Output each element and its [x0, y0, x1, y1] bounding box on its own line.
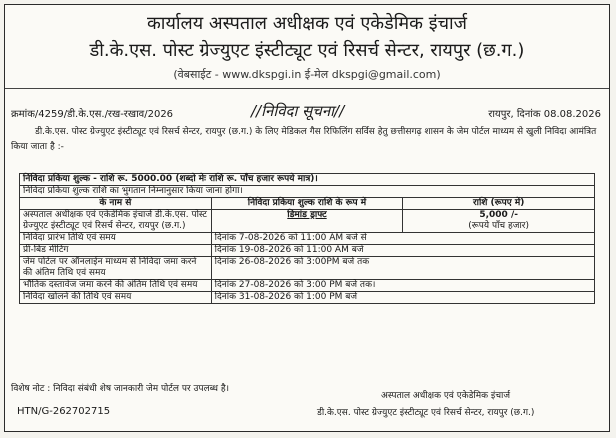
table-row — [20, 292, 595, 304]
schedule-value: दिनांक 27-08-2026 को 3:00 PM बजे तक। — [211, 280, 594, 292]
col-name-header: के नाम से — [20, 198, 212, 210]
special-note: विशेष नोट : निविदा संबंधी शेष जानकारी जेम पोर्टल पर उपलब्ध है। — [11, 384, 230, 394]
schedule-label: प्री-बिड मीटिंग — [20, 245, 212, 257]
payment-row: निविदा प्रकिया शुल्क राशि का भुगतान निम्नानुसार किया जाना होगा। — [20, 186, 595, 198]
amount-value: 5,000 /- — [479, 210, 518, 220]
intro-paragraph: डी.के.एस. पोस्ट ग्रेज्युएट इंस्टीट्यूट एवं रिसर्च सेन्टर, रायपुर (छ.ग.) के लिए मेडिकल गैस रिफिलिंग सर्विस हेतु छत्तीसगढ़ शासन के जेम पोर्टल माध्यम से खुली निविदा आमंत्रित किया जाता है :- — [11, 127, 597, 152]
schedule-label: निविदा प्रारंभ तिथि एवं समय — [20, 233, 212, 245]
reference-number: क्रमांक/4259/डी.के.एस./रख-रखाव/2026 — [11, 109, 174, 120]
signatory-institute: डी.के.एस. पोस्ट ग्रेज्युएट इंस्टीट्यूट एवं रिसर्च सेन्टर, रायपुर (छ.ग.) — [317, 408, 535, 418]
notice-date: रायपुर, दिनांक 08.08.2026 — [488, 109, 601, 120]
amount-words: (रूपये पाँच हजार) — [468, 221, 529, 231]
signatory-title: अस्पताल अधीक्षक एवं एकेडेमिक इंचार्ज — [381, 391, 511, 401]
website-email: (वेबसाईट - www.dkspgi.in ई-मेल dkspgi@gmail.com) — [173, 68, 441, 81]
amount-cell — [403, 210, 595, 233]
tender-notice — [4, 4, 610, 432]
table-header-row — [20, 198, 595, 210]
tender-table — [19, 173, 595, 304]
schedule-label: भौतिक दस्तावेज जमा करने की अंतिम तिथि एवं समय — [20, 280, 212, 292]
notice-code: HTN/G-262702715 — [17, 406, 111, 417]
office-title: कार्यालय अस्पताल अधीक्षक एवं एकेडेमिक इंचार्ज — [146, 13, 468, 34]
table-row — [20, 174, 595, 186]
institute-name: डी.के.एस. पोस्ट ग्रेज्युएट इंस्टीट्यूट एवं रिसर्च सेन्टर, रायपुर (छ.ग.) — [89, 40, 525, 61]
fee-row: निविदा प्रकिया शुल्क - राशि रू. 5000.00 (शब्दो मेः राशि रू. पाँच हजार रूपये मात्र)। — [20, 174, 595, 186]
col-fee-header: निविदा प्रकिया शुल्क राशि के रूप में — [211, 198, 403, 210]
table-row — [20, 245, 595, 257]
table-row — [20, 210, 595, 233]
table-row — [20, 257, 595, 280]
schedule-value: दिनांक 19-08-2026 को 11:00 AM बजे — [211, 245, 594, 257]
schedule-label: जेम पोर्टल पर ऑनलाईन माध्यम से निविदा जमा करने की अंतिम तिथि एवं समय — [20, 257, 212, 280]
schedule-value: दिनांक 31-08-2026 को 1:00 PM बजे — [211, 292, 594, 304]
col-amount-header: राशि (रूपए में) — [403, 198, 595, 210]
table-row — [20, 233, 595, 245]
payment-mode-cell: डिमांड ड्राफ्ट — [211, 210, 403, 233]
payee-cell: अस्पताल अधीक्षक एवं एकेडेमिक इंचार्ज डी.के.एस. पोस्ट ग्रेज्युएट इंस्टीट्यूट एवं रिसर्च सेन्टर, रायपुर (छ.ग.) — [20, 210, 212, 233]
schedule-value: दिनांक 7-08-2026 को 11:00 AM बजे से — [211, 233, 594, 245]
table-row — [20, 280, 595, 292]
schedule-label: निविदा खोलने की तिथि एवं समय — [20, 292, 212, 304]
schedule-value: दिनांक 26-08-2026 को 3:00PM बजे तक — [211, 257, 594, 280]
table-row — [20, 186, 595, 198]
notice-title: //निविदा सूचना// — [251, 102, 345, 120]
header-divider — [5, 88, 609, 89]
